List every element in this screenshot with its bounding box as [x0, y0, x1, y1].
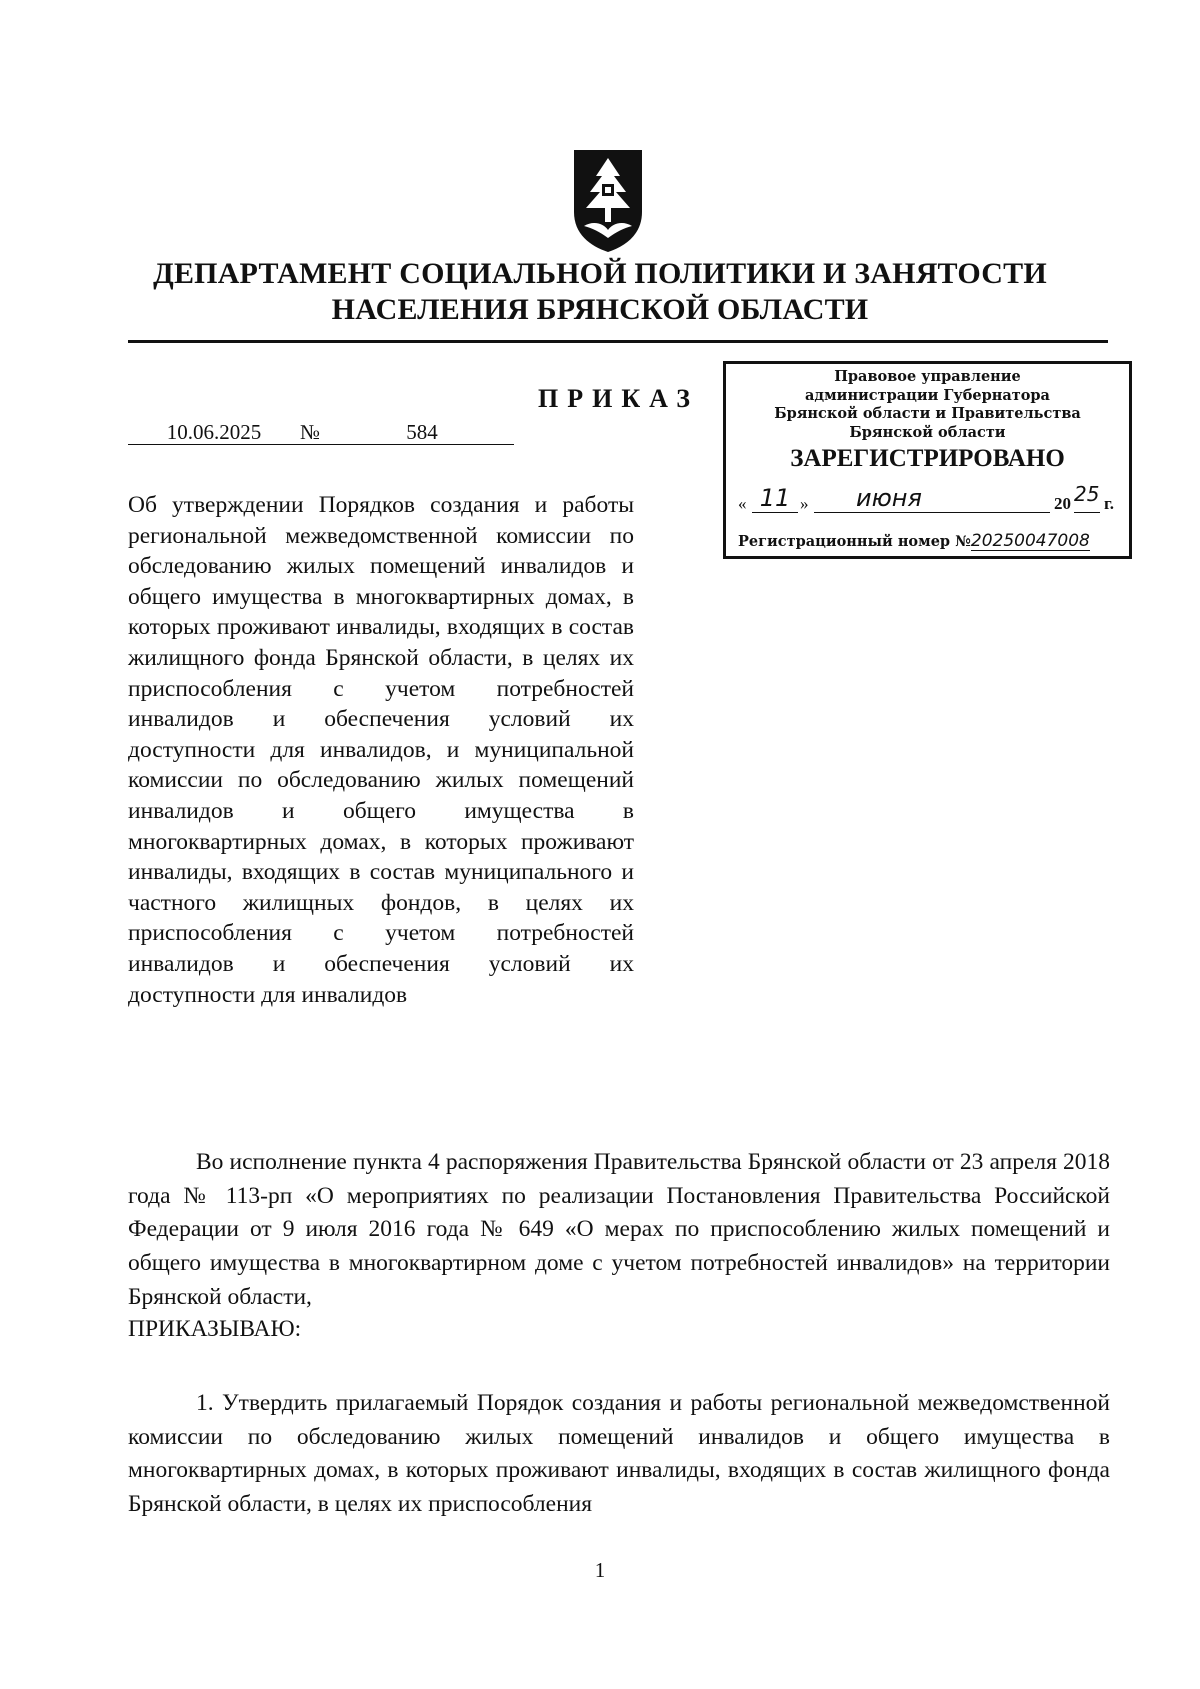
stamp-registration-number: 20250047008 — [970, 531, 1090, 551]
stamp-registration-label: Регистрационный номер № — [738, 533, 971, 550]
stamp-line-1: Правовое управление — [834, 368, 1021, 385]
order-date: 10.06.2025 — [128, 420, 300, 445]
organization-title-line-1: ДЕПАРТАМЕНТ СОЦИАЛЬНОЙ ПОЛИТИКИ И ЗАНЯТОСТИ — [153, 257, 1047, 290]
order-subject: Об утверждении Порядков создания и работы региональной межведомственной комиссии по обследованию жилых помещений инвалидов и общего имущества в многоквартирных домах, в которых проживают инвалиды, входящих в состав жилищного фонда Брянской области, в целях их приспособления с учетом потребностей инвалидов и обеспечения условий их доступности для инвалидов, и муниципальной комиссии по обследованию жилых помещений инвалидов и общего имущества в многоквартирных домах, в которых проживают инвалиды, входящих в состав муниципального и частного жилищных фондов, в целях их приспособления с учетом потребностей инвалидов и обеспечения условий их доступности для инвалидов — [128, 492, 634, 1008]
stamp-open-quote: « — [738, 494, 747, 513]
page-number: 1 — [594, 1558, 606, 1582]
organization-title-line-2: НАСЕЛЕНИЯ БРЯНСКОЙ ОБЛАСТИ — [331, 293, 869, 326]
stamp-year-prefix: 20 — [1054, 494, 1071, 513]
order-title: ПРИКАЗ — [538, 384, 700, 413]
stamp-year-underline — [1074, 512, 1100, 513]
coat-of-arms-icon — [570, 146, 646, 254]
stamp-day-underline — [752, 512, 798, 513]
stamp-year-unit: г. — [1104, 494, 1115, 513]
stamp-line-2: администрации Губернатора — [805, 386, 1050, 404]
stamp-registration-number-row — [738, 532, 1128, 551]
stamp-year-suffix: 25 — [1074, 482, 1100, 506]
preamble-paragraph: Во исполнение пункта 4 распоряжения Правительства Брянской области от 23 апреля 2018 года № 113-рп «О мероприятиях по реализации Постановления Правительства Российской Федерации от 9 июля 2016 года № 649 «О мерах по приспособлению жилых помещений и общего имущества в многоквартирном доме с учетом потребностей инвалидов» на территории Брянской области, — [128, 1149, 1110, 1310]
stamp-month-underline — [814, 512, 1050, 513]
stamp-close-quote: » — [800, 494, 809, 513]
stamp-line-3: Брянской области и Правительства — [774, 405, 1081, 422]
stamp-registered-label: ЗАРЕГИСТРИРОВАНО — [790, 445, 1065, 472]
header-divider — [128, 340, 1108, 343]
stamp-month: июня — [856, 484, 922, 512]
stamp-header — [726, 368, 1129, 442]
stamp-day: 11 — [759, 484, 791, 512]
registration-stamp — [723, 361, 1132, 559]
stamp-line-4: Брянской области — [849, 423, 1006, 441]
stamp-date-row — [738, 482, 1123, 518]
organization-title — [100, 256, 1100, 328]
order-number-sign: № — [300, 420, 330, 445]
order-number: 584 — [330, 420, 514, 445]
clause-1-paragraph: 1. Утвердить прилагаемый Порядок создания и работы региональной межведомственной комиссии по обследованию жилых помещений инвалидов и общего имущества в многоквартирных домах, в которых проживают инвалиды, входящих в состав жилищного фонда Брянской области, в целях их приспособления — [128, 1390, 1110, 1518]
command-word: ПРИКАЗЫВАЮ: — [128, 1316, 302, 1342]
order-date-number-line — [128, 420, 514, 445]
